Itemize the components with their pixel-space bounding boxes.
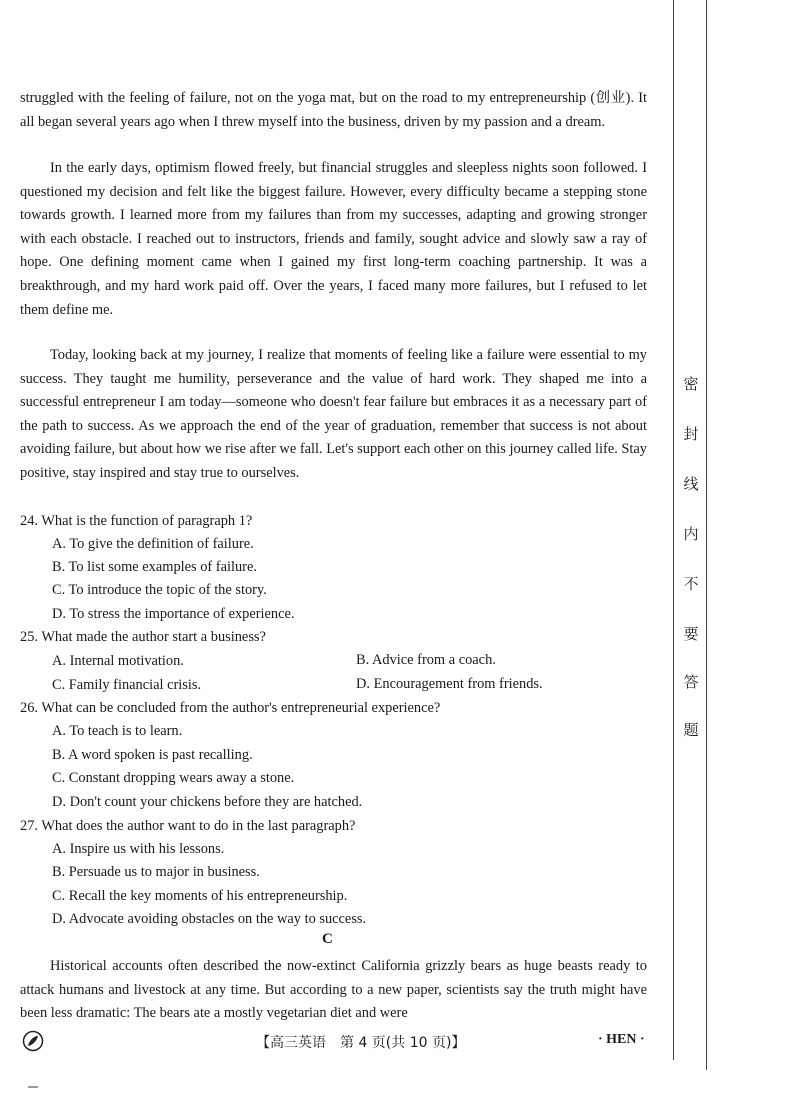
question-27-option-b: B. Persuade us to major in business. <box>52 864 260 880</box>
binding-line-right <box>706 0 707 1070</box>
seal-char-7: 答 <box>683 673 699 691</box>
section-c-intro: Historical accounts often described the now-extinct California grizzly bears as huge beasts ready to attack humans and livestock at any time. But according to a new paper, scientists say the truth might have been less dramatic: The bears ate a mostly vegetarian diet and were <box>20 958 647 1022</box>
question-27-option-c: C. Recall the key moments of his entrepreneurship. <box>52 888 348 904</box>
passage-paragraph-1: struggled with the feeling of failure, not on the yoga mat, but on the road to my entrepreneurship (创业). It all began several years ago when I threw myself into the business, driven by my passion and a dream. <box>20 90 647 130</box>
question-26-option-a: A. To teach is to learn. <box>52 723 183 739</box>
question-26-option-c: C. Constant dropping wears away a stone. <box>52 770 295 786</box>
seal-char-8: 题 <box>683 721 699 739</box>
publisher-logo-icon <box>22 1030 44 1052</box>
binding-line-left <box>673 0 674 1060</box>
question-25-option-a: A. Internal motivation. <box>52 653 184 669</box>
passage-paragraph-3: Today, looking back at my journey, I realize that moments of feeling like a failure were essential to my success. They taught me humility, perseverance and the value of hard work. They shaped me into a successful entrepreneur I am today—someone who doesn't fear failure but embraces it as a necessary part of the path to success. As we approach the end of the year of graduation, remember that success is not about avoiding failure, but about how we rise after we fall. Let's support each other on this journey called life. Stay positive, stay inspired and stay true to ourselves. <box>20 347 647 481</box>
question-25-stem: 25. What made the author start a business? <box>20 629 266 645</box>
question-26-stem: 26. What can be concluded from the author's entrepreneurial experience? <box>20 700 441 716</box>
question-24-option-b: B. To list some examples of failure. <box>52 559 257 575</box>
section-c-heading: C <box>322 931 333 947</box>
seal-char-5: 不 <box>683 575 699 593</box>
question-27-option-a: A. Inspire us with his lessons. <box>52 841 225 857</box>
question-27-option-d: D. Advocate avoiding obstacles on the way to success. <box>52 911 367 927</box>
seal-char-1: 密 <box>683 375 699 393</box>
question-25-option-c: C. Family financial crisis. <box>52 677 202 693</box>
page-footer-info: 【高三英语 第 4 页(共 10 页)】 <box>256 1035 466 1051</box>
exam-code: · HEN · <box>598 1032 645 1047</box>
seal-char-3: 线 <box>683 475 699 493</box>
seal-char-2: 封 <box>683 425 699 443</box>
passage-paragraph-2: In the early days, optimism flowed freely, but financial struggles and sleepless nights soon followed. I questioned my decision and felt like the biggest failure. However, every difficulty became a stepping stone towards growth. I learned more from my failures than from my successes, adapting and growing stronger with each obstacle. I reached out to instructors, friends and family, sought advice and slowly saw a ray of hope. One defining moment came when I gained my first long-term coaching partnership. It was a breakthrough, and my hard work paid off. Over the years, I faced many more failures, but I refused to let them define me. <box>20 160 647 318</box>
seal-char-6: 要 <box>683 625 699 643</box>
question-24-option-a: A. To give the definition of failure. <box>52 536 254 552</box>
question-27-stem: 27. What does the author want to do in the last paragraph? <box>20 818 356 834</box>
scan-artifact <box>28 1086 38 1088</box>
question-24-option-c: C. To introduce the topic of the story. <box>52 582 267 598</box>
question-25-option-d: D. Encouragement from friends. <box>356 676 543 692</box>
question-26-option-b: B. A word spoken is past recalling. <box>52 747 253 763</box>
question-26-option-d: D. Don't count your chickens before they are hatched. <box>52 794 363 810</box>
question-24-option-d: D. To stress the importance of experience. <box>52 606 295 622</box>
question-25-option-b: B. Advice from a coach. <box>356 652 496 668</box>
seal-char-4: 内 <box>683 525 699 543</box>
question-24-stem: 24. What is the function of paragraph 1? <box>20 513 253 529</box>
